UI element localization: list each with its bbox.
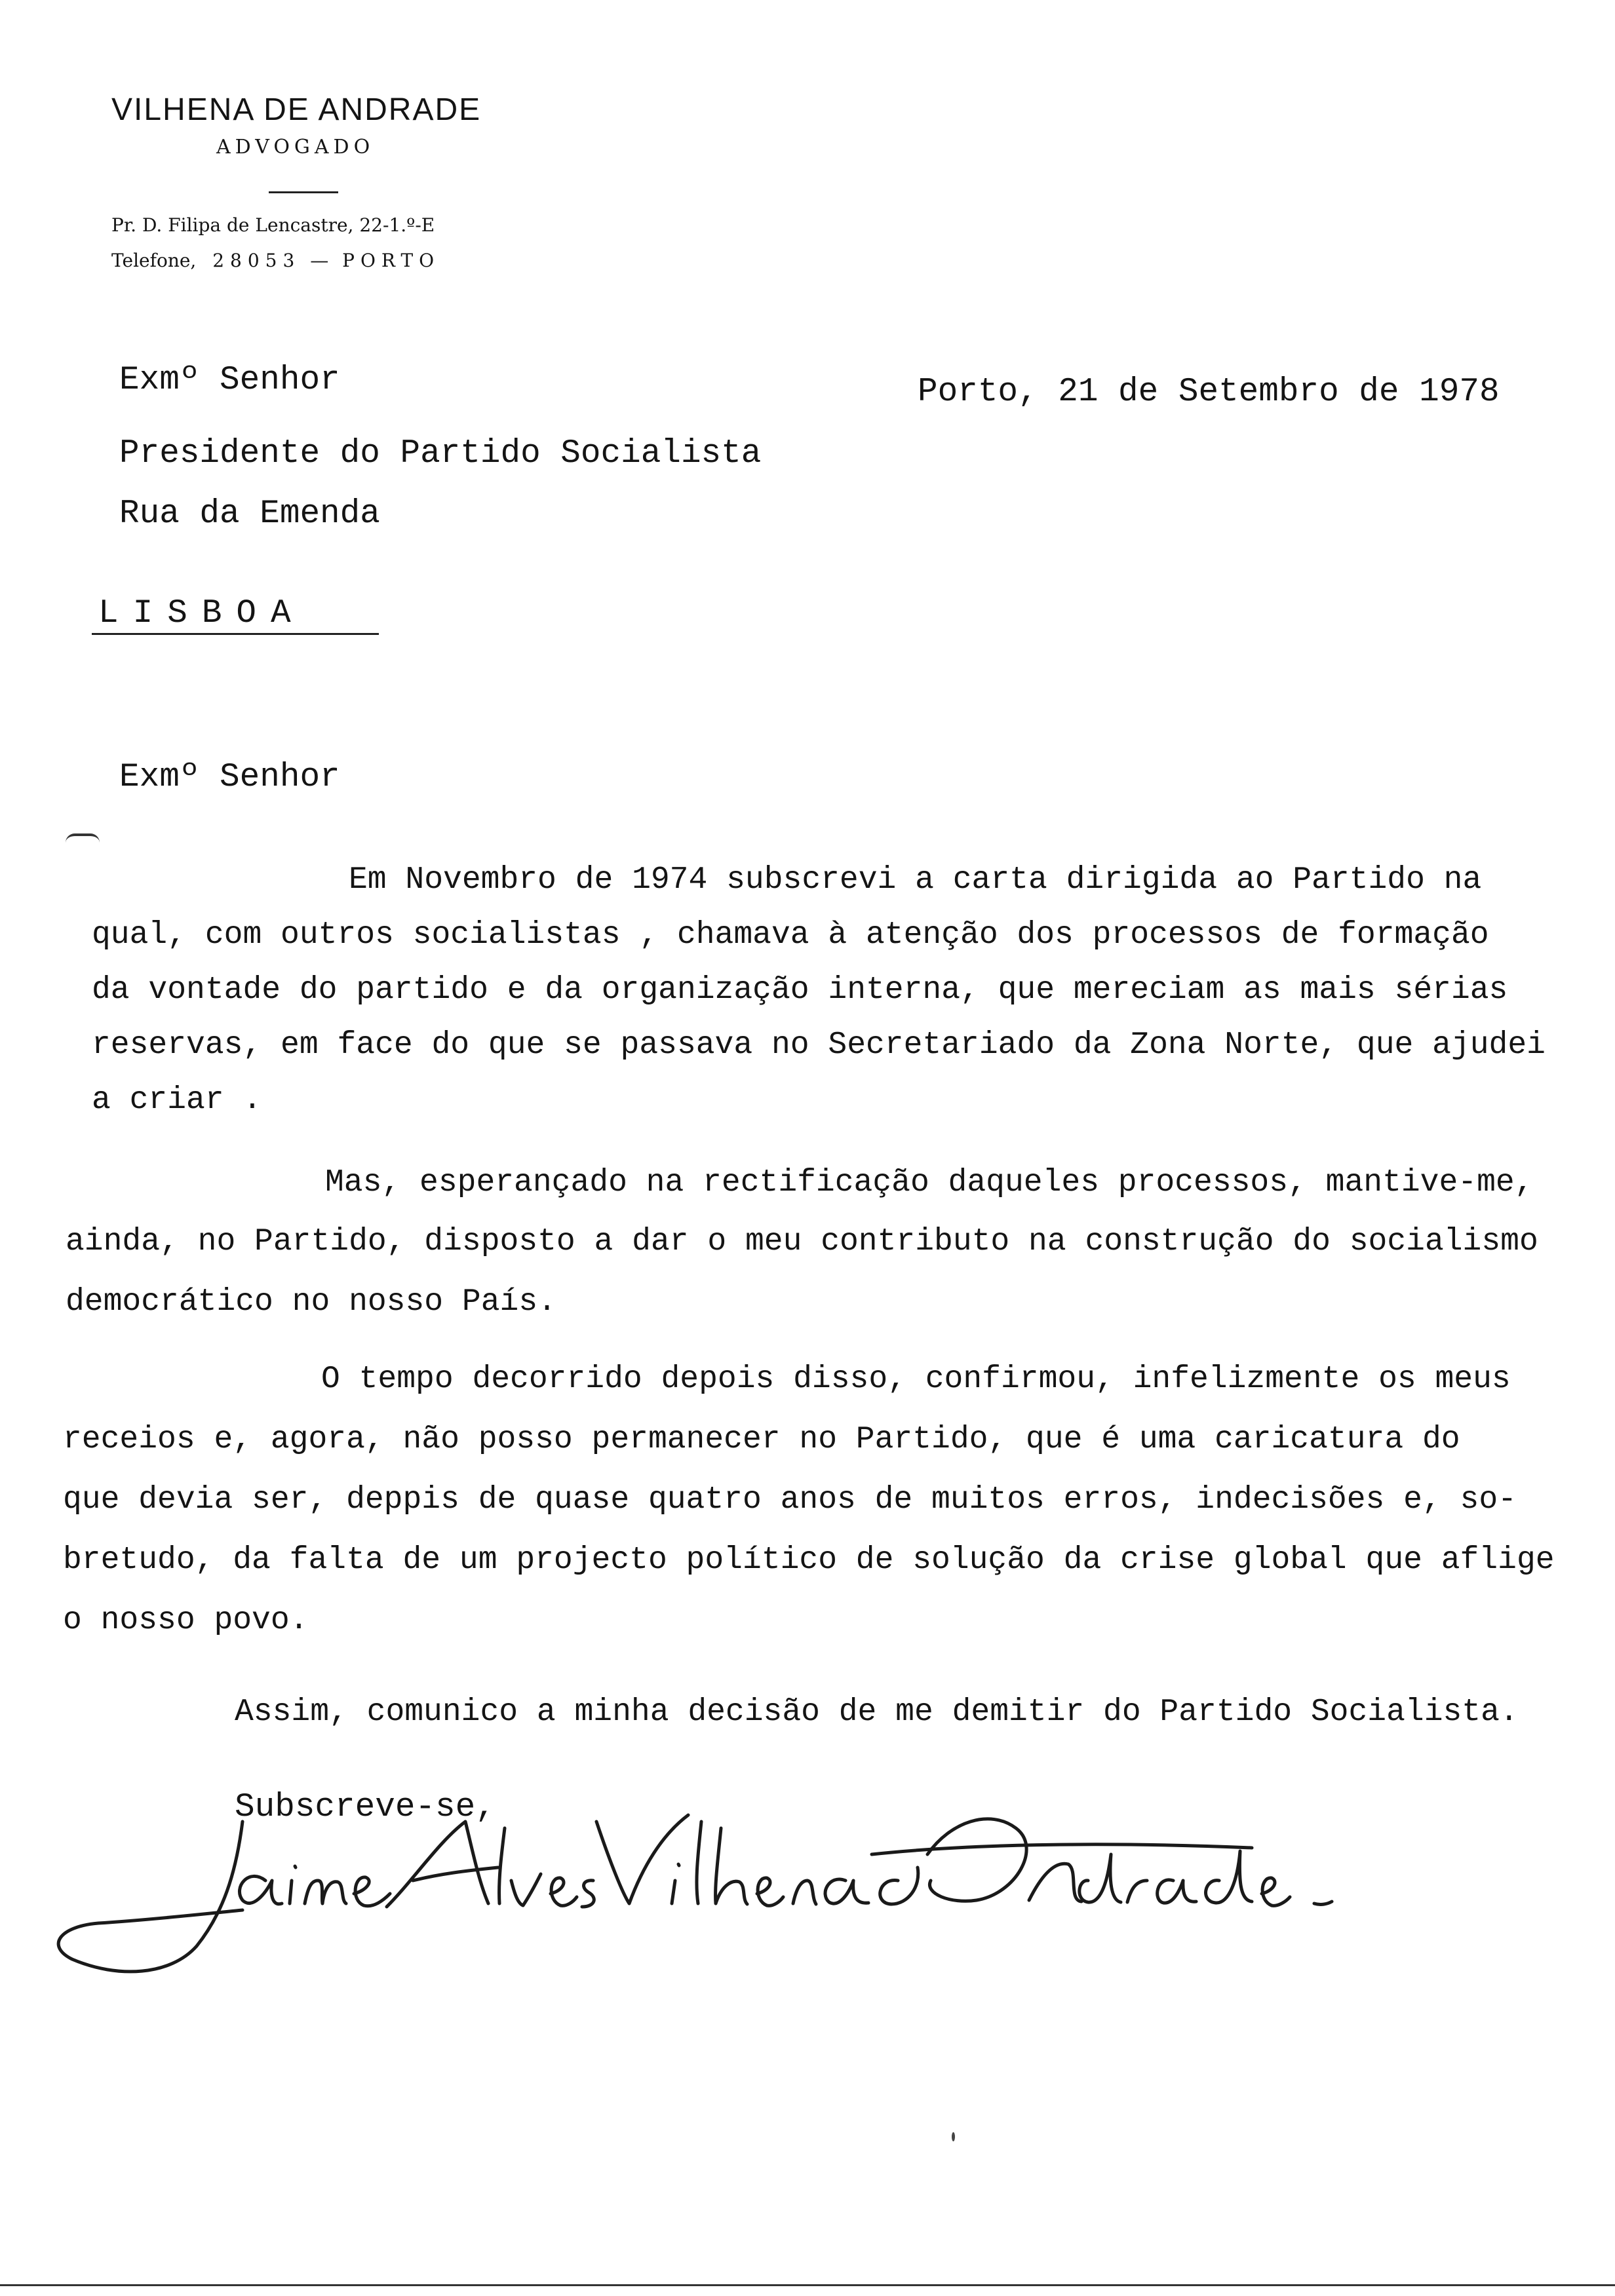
letter-date: Porto, 21 de Setembro de 1978 [918,373,1500,411]
scan-mark [952,2132,955,2141]
body-line: que devia ser, deppis de quase quatro anos de muitos erros, indecisões e, so- [63,1482,1517,1518]
addressee-line2: Rua da Emenda [119,495,380,533]
addressee-title: Exmº Senhor [119,362,340,399]
addressee-line1: Presidente do Partido Socialista [119,435,762,472]
letterhead-divider [269,191,338,193]
handwritten-signature [46,1782,1344,1985]
body-line: ainda, no Partido, disposto a dar o meu contributo na construção do socialismo [66,1224,1538,1259]
body-line: Assim, comunico a minha decisão de me demitir do Partido Socialista. [235,1694,1519,1730]
scan-mark [66,833,100,843]
body-line: democrático no nosso País. [66,1284,556,1320]
body-line: bretudo, da falta de um projecto político de solução da crise global que aflige [63,1542,1555,1578]
body-line: receios e, agora, não posso permanecer no Partido, que é uma caricatura do [63,1422,1460,1457]
body-line: o nosso povo. [63,1603,309,1638]
body-line: Mas, esperançado na rectificação daqueles processos, mantive-me, [325,1165,1534,1200]
letterhead-phone-line [111,243,518,278]
phone-number: 28053 [212,250,301,271]
letterhead-name: VILHENA DE ANDRADE [111,92,482,127]
letterhead-profession: ADVOGADO [216,136,375,159]
page-bottom-edge [0,2284,1615,2286]
letterhead-address: Pr. D. Filipa de Lencastre, 22-1.º-E [111,214,435,236]
city-underline [92,633,379,635]
body-line: a criar . [92,1082,262,1118]
phone-label: Telefone, [111,250,197,271]
addressee-city: LISBOA [98,595,305,632]
body-line: qual, com outros socialistas , chamava à atenção dos processos de formação [92,917,1489,953]
body-line: reservas, em face do que se passava no Secretariado da Zona Norte, que ajudei [92,1027,1546,1063]
letterhead-city: PORTO [342,250,440,271]
closing: Subscreve-se, [235,1789,496,1826]
body-line: O tempo decorrido depois disso, confirmou, infelizmente os meus [321,1362,1511,1397]
phone-separator: — [310,250,329,271]
body-line: da vontade do partido e da organização interna, que mereciam as mais sérias [92,972,1508,1008]
salutation: Exmº Senhor [119,759,340,796]
body-line: Em Novembro de 1974 subscrevi a carta dirigida ao Partido na [349,862,1482,898]
letterhead [111,90,518,278]
